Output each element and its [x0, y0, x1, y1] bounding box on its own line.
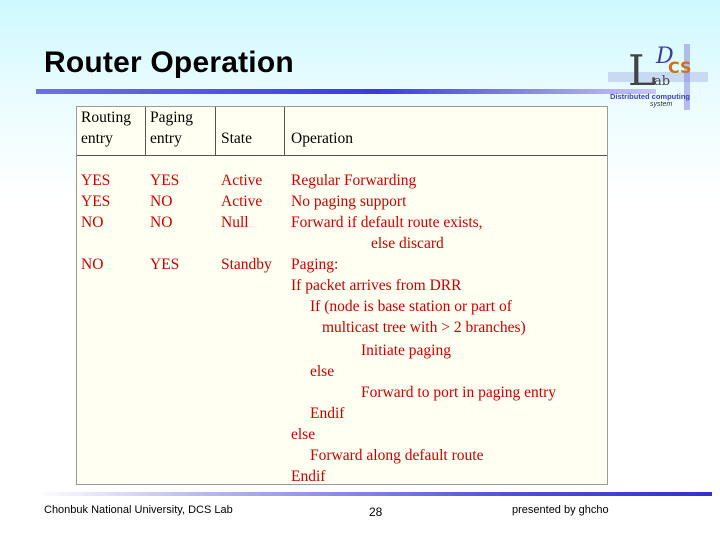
row4-operation-line3: If (node is base station or part of: [310, 298, 512, 315]
footer-rule: [36, 492, 712, 496]
row4-operation-line10: Forward along default route: [310, 447, 484, 464]
row4-operation-line5: Initiate paging: [361, 342, 451, 359]
header-rule: [77, 155, 607, 156]
row4-operation-line4: multicast tree with > 2 branches): [322, 319, 526, 336]
logo-letter-l: L: [628, 46, 656, 95]
header-state: State: [221, 130, 252, 147]
row4-paging: YES: [150, 256, 180, 273]
slide-title: Router Operation: [44, 46, 294, 79]
footer-institution: Chonbuk National University, DCS Lab: [44, 504, 233, 516]
row1-operation: Regular Forwarding: [291, 172, 417, 189]
logo-letter-d: D: [656, 44, 674, 69]
footer-page-number: 28: [369, 505, 383, 519]
dcs-lab-logo: [608, 44, 710, 114]
row4-operation-line7: Forward to port in paging entry: [361, 384, 557, 401]
header-paging-line1: Paging: [150, 109, 194, 126]
row3-routing: NO: [81, 214, 104, 231]
title-underline: [36, 89, 656, 94]
row4-operation-line2: If packet arrives from DRR: [291, 277, 462, 294]
row3-operation-line1: Forward if default route exists,: [291, 214, 483, 231]
header-divider: [284, 107, 285, 155]
row3-operation-line2: else discard: [371, 235, 444, 252]
row3-state: Null: [221, 214, 249, 231]
row3-paging: NO: [150, 214, 173, 231]
row4-routing: NO: [81, 256, 104, 273]
header-divider: [215, 107, 216, 155]
row2-routing: YES: [81, 193, 111, 210]
row4-operation-line11: Endif: [291, 468, 326, 485]
footer-presenter: presented by ghcho: [512, 504, 609, 516]
router-operation-table: [76, 106, 608, 485]
row4-operation-line1: Paging:: [291, 256, 339, 273]
header-operation: Operation: [291, 130, 353, 147]
header-routing-line1: Routing: [81, 109, 131, 126]
header-paging-line2: entry: [150, 130, 182, 147]
row2-state: Active: [221, 193, 263, 210]
row4-state: Standby: [221, 256, 272, 273]
row1-routing: YES: [81, 172, 111, 189]
row2-operation: No paging support: [291, 193, 407, 210]
row1-state: Active: [221, 172, 263, 189]
logo-tagline: Distributed computing: [610, 92, 690, 101]
row2-paging: NO: [150, 193, 173, 210]
logo-letters-ab: ab: [654, 74, 671, 89]
header-divider: [145, 107, 146, 155]
row1-paging: YES: [150, 172, 180, 189]
row4-operation-line9: else: [291, 426, 316, 443]
header-routing-line2: entry: [81, 130, 113, 147]
row4-operation-line8: Endif: [310, 405, 345, 422]
logo-subtagline: system: [650, 101, 673, 108]
row4-operation-line6: else: [310, 363, 335, 380]
logo-letters-cs: CS: [668, 58, 692, 77]
